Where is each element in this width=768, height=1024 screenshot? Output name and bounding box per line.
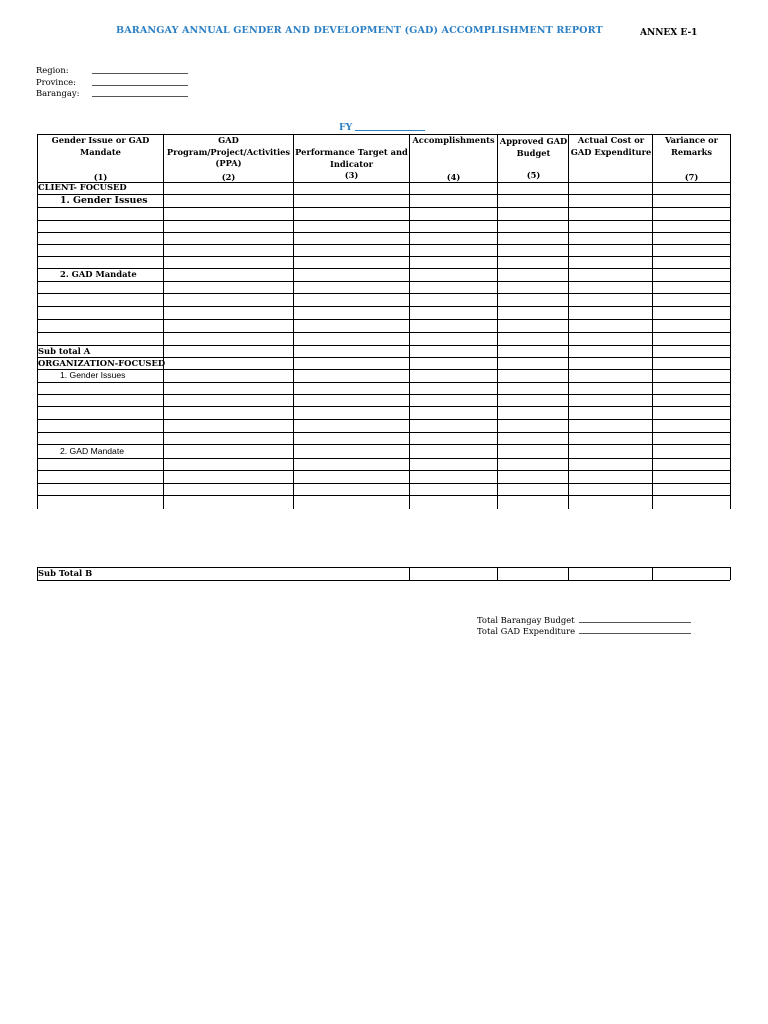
subtotal-b-column-rule — [497, 567, 498, 580]
region-label: Region: — [36, 65, 69, 75]
client-gad-mandate-label: 2. GAD Mandate — [60, 269, 137, 279]
table-column-rule — [409, 134, 410, 509]
col-header-accomplishments: Accomplishments — [412, 135, 495, 145]
table-row-rule — [37, 207, 730, 208]
table-row-rule — [37, 306, 730, 307]
fiscal-year-label: FY — [339, 122, 353, 133]
table-row-rule — [37, 256, 730, 257]
client-gender-issues-label: 1. Gender Issues — [60, 195, 148, 206]
col-number-1: (1) — [93, 172, 108, 182]
province-field — [36, 77, 76, 87]
table-row-rule — [37, 444, 730, 445]
table-row-rule — [37, 432, 730, 433]
col-header-approved-budget: Approved GAD Budget — [499, 136, 568, 158]
report-title: BARANGAY ANNUAL GENDER AND DEVELOPMENT (GAD) ACCOMPLISHMENT REPORT — [116, 25, 603, 36]
table-row-rule — [37, 495, 730, 496]
province-label: Province: — [36, 77, 76, 87]
subtotal-b-column-rule — [652, 567, 653, 580]
col-header-actual-cost: Actual Cost or GAD Expenditure — [570, 135, 652, 157]
col-number-2: (2) — [221, 172, 236, 182]
barangay-blank-line — [92, 96, 188, 97]
section-client-focused: CLIENT- FOCUSED — [38, 182, 127, 192]
table-row-rule — [37, 419, 730, 420]
col-header-performance-target: Performance Target and Indicator — [295, 147, 408, 169]
table-row-rule — [37, 232, 730, 233]
table-row-rule — [37, 220, 730, 221]
table-column-rule — [568, 134, 569, 509]
table-border-side — [730, 134, 731, 509]
table-row-rule — [37, 319, 730, 320]
province-blank-line — [92, 85, 188, 86]
total-gad-expenditure-field — [477, 626, 691, 636]
col-header-variance: Variance or Remarks — [664, 135, 719, 157]
table-row-rule — [37, 458, 730, 459]
annex-label: ANNEX E-1 — [640, 28, 698, 38]
total-barangay-budget-field — [477, 615, 691, 625]
region-blank-line — [92, 73, 188, 74]
col-header-gender-issue: Gender Issue or GAD Mandate — [51, 135, 150, 157]
barangay-label: Barangay: — [36, 88, 80, 98]
table-row-rule — [37, 394, 730, 395]
region-field — [36, 65, 69, 75]
subtotal-b-column-rule — [568, 567, 569, 580]
subtotal-b-column-rule — [409, 567, 410, 580]
col-number-7: (7) — [684, 172, 699, 182]
table-row-rule — [37, 293, 730, 294]
section-organization-focused: ORGANIZATION-FOCUSED — [38, 358, 166, 368]
table-column-rule — [652, 134, 653, 509]
total-gad-expenditure-label: Total GAD Expenditure — [477, 626, 576, 636]
subtotal-b-bottom — [37, 580, 730, 581]
org-gender-issues-label: 1. Gender Issues — [60, 370, 126, 380]
fiscal-year-field — [339, 122, 425, 133]
col-number-5: (5) — [526, 170, 541, 180]
table-row-rule — [37, 244, 730, 245]
col-number-4: (4) — [446, 172, 461, 182]
table-row-rule — [37, 382, 730, 383]
total-barangay-budget-label: Total Barangay Budget — [477, 615, 575, 625]
table-column-rule — [163, 134, 164, 509]
table-header-bottom — [37, 182, 730, 183]
org-gad-mandate-label: 2. GAD Mandate — [60, 446, 125, 456]
barangay-field — [36, 88, 79, 98]
table-row-rule — [37, 332, 730, 333]
subtotal-b-label: Sub Total B — [38, 568, 93, 578]
fiscal-year-blank-line — [355, 130, 425, 131]
col-number-3: (3) — [344, 170, 359, 180]
table-row-rule — [37, 483, 730, 484]
total-expenditure-blank-line — [579, 633, 691, 634]
table-row-rule — [37, 268, 730, 269]
table-row-rule — [37, 470, 730, 471]
section-org-rule — [37, 369, 730, 370]
subtotal-b-column-rule — [730, 567, 731, 580]
subtotal-a-label: Sub total A — [38, 346, 91, 356]
subtotal-b-top — [37, 567, 730, 568]
col-header-gad-ppa: GAD Program/Project/Activities (PPA) — [166, 135, 291, 168]
total-budget-blank-line — [579, 622, 691, 623]
table-row-rule — [37, 345, 730, 346]
table-column-rule — [293, 134, 294, 509]
table-row-rule — [37, 281, 730, 282]
table-column-rule — [497, 134, 498, 509]
table-row-rule — [37, 406, 730, 407]
